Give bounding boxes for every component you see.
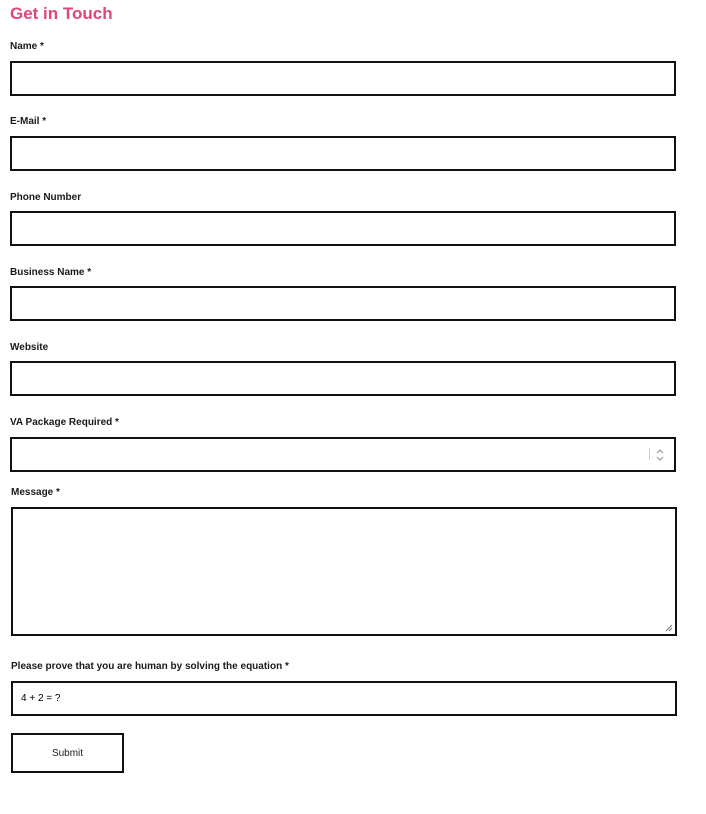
select-divider bbox=[649, 448, 650, 460]
email-label: E-Mail * bbox=[10, 116, 47, 127]
phone-input[interactable] bbox=[10, 211, 676, 246]
captcha-label: Please prove that you are human by solving the equation * bbox=[11, 661, 289, 672]
va-package-select[interactable] bbox=[10, 437, 676, 472]
email-input[interactable] bbox=[10, 136, 676, 171]
message-textarea[interactable] bbox=[11, 507, 677, 636]
website-input[interactable] bbox=[10, 361, 676, 396]
captcha-input[interactable] bbox=[11, 681, 677, 716]
form-title: Get in Touch bbox=[10, 4, 113, 23]
business-name-label: Business Name * bbox=[10, 267, 92, 278]
select-arrows-icon bbox=[656, 448, 664, 462]
website-label: Website bbox=[10, 342, 49, 353]
submit-button[interactable]: Submit bbox=[11, 733, 124, 773]
name-input[interactable] bbox=[10, 61, 676, 96]
resize-grip-icon[interactable] bbox=[665, 624, 673, 632]
business-name-input[interactable] bbox=[10, 286, 676, 321]
va-package-label: VA Package Required * bbox=[10, 417, 119, 428]
name-label: Name * bbox=[10, 41, 44, 52]
message-label: Message * bbox=[11, 487, 60, 498]
phone-label: Phone Number bbox=[10, 192, 82, 203]
